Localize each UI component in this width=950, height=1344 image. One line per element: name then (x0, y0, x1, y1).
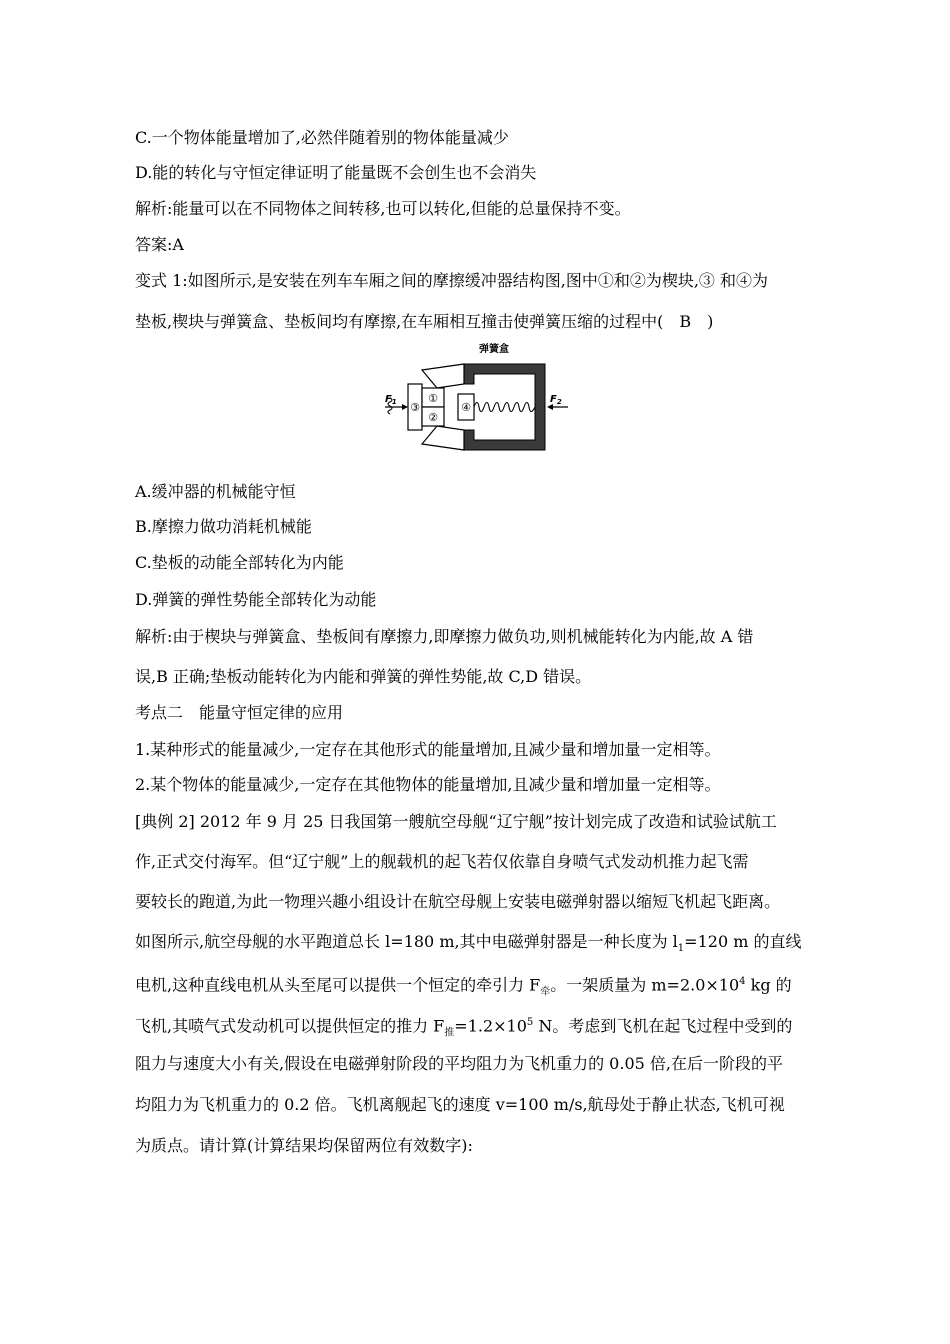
example-2-line-5: 电机,这种直线电机从头至尾可以提供一个恒定的牵引力 $F_牵$。一架质量为 $m=2.0\times 10^4$ kg 的 (135, 975, 792, 998)
variant-1-line-1: 变式 1:如图所示,是安装在列车车厢之间的摩擦缓冲器结构图,图中①和②为楔块,③ 和④为 (135, 271, 769, 290)
example-2-line-8: 均阻力为飞机重力的 0.2 倍。飞机离舰起飞的速度 v=100 m/s,航母处于静止状态,飞机可视 (135, 1095, 785, 1114)
force-f1-arrowhead (402, 404, 408, 410)
wedge-1-label: ① (428, 392, 438, 405)
analysis-2-line-2: 误,B 正确;垫板动能转化为内能和弹簧的弹性势能,故 C,D 错误。 (135, 667, 592, 686)
example-2-line-7: 阻力与速度大小有关,假设在电磁弹射阶段的平均阻力为飞机重力的 0.05 倍,在后一阶段的平 (135, 1054, 783, 1073)
option-c: C.一个物体能量增加了,必然伴随着别的物体能量减少 (135, 128, 509, 147)
variant-option-a: A.缓冲器的机械能守恒 (135, 482, 296, 501)
example-2-line-6: 飞机,其喷气式发动机可以提供恒定的推力 $F_推=1.2\times 10^5$ N。考虑到飞机在起飞过程中受到的 (135, 1016, 793, 1039)
force-f1-label: $F_1$ (385, 394, 397, 406)
analysis-1: 解析:能量可以在不同物体之间转移,也可以转化,但能的总量保持不变。 (135, 199, 631, 218)
option-d: D.能的转化与守恒定律证明了能量既不会创生也不会消失 (135, 163, 537, 182)
friction-buffer-diagram (382, 340, 572, 460)
plate-3-label: ③ (410, 401, 420, 414)
example-2-line-4: 如图所示,航空母舰的水平跑道总长 l=180 m,其中电磁弹射器是一种长度为 $l_1=120$ m 的直线 (135, 932, 802, 955)
wedge-flange-top (422, 364, 464, 388)
wedge-flange-bottom (422, 426, 464, 450)
variant-option-d: D.弹簧的弹性势能全部转化为动能 (135, 590, 377, 609)
example-2-line-3: 要较长的跑道,为此一物理兴趣小组设计在航空母舰上安装电磁弹射器以缩短飞机起飞距离。 (135, 892, 781, 911)
force-f2-label: $F_2$ (550, 394, 562, 406)
variant-option-b: B.摩擦力做功消耗机械能 (135, 517, 312, 536)
example-2-line-9: 为质点。请计算(计算结果均保留两位有效数字): (135, 1136, 473, 1155)
variant-1-line-2: 垫板,楔块与弹簧盒、垫板间均有摩擦,在车厢相互撞击使弹簧压缩的过程中( B ) (135, 312, 714, 331)
main-spring-icon (474, 403, 535, 412)
section-heading: 考点二 能量守恒定律的应用 (135, 703, 344, 722)
example-2-line-1: [典例 2] 2012 年 9 月 25 日我国第一艘航空母舰“辽宁舰”按计划完成了改造和试验试航工 (135, 812, 777, 831)
spring-box-label: 弹簧盒 (479, 344, 509, 355)
wedge-2-label: ② (428, 411, 438, 424)
analysis-2-line-1: 解析:由于楔块与弹簧盒、垫板间有摩擦力,即摩擦力做负功,则机械能转化为内能,故 A 错 (135, 627, 754, 646)
point-1: 1.某种形式的能量减少,一定存在其他形式的能量增加,且减少量和增加量一定相等。 (135, 740, 721, 759)
plate-4-label: ④ (461, 401, 471, 414)
variant-option-c: C.垫板的动能全部转化为内能 (135, 553, 344, 572)
example-2-line-2: 作,正式交付海军。但“辽宁舰”上的舰载机的起飞若仅依靠自身喷气式发动机推力起飞需 (135, 852, 749, 871)
point-2: 2.某个物体的能量减少,一定存在其他物体的能量增加,且减少量和增加量一定相等。 (135, 775, 721, 794)
answer-1: 答案:A (135, 235, 184, 254)
